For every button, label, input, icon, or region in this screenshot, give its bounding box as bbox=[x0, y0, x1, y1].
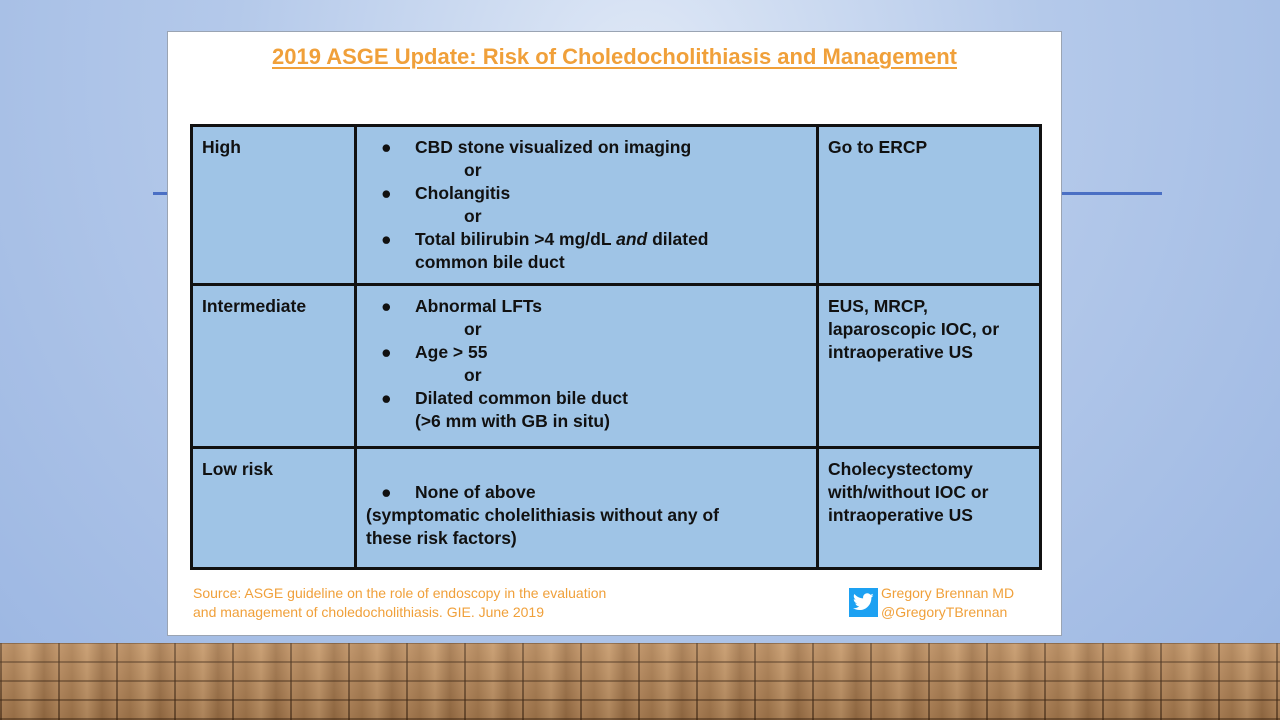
or-separator: or bbox=[464, 160, 482, 180]
author-credit bbox=[881, 584, 1014, 622]
criteria-continuation: (>6 mm with GB in situ) bbox=[415, 411, 610, 431]
criteria-note: these risk factors) bbox=[366, 528, 517, 548]
risk-table bbox=[190, 124, 1042, 570]
source-citation bbox=[193, 584, 606, 622]
infographic-title-wrap bbox=[168, 44, 1061, 70]
criteria-item bbox=[366, 481, 807, 504]
criteria-list bbox=[366, 136, 807, 274]
bullet-icon: ● bbox=[381, 388, 392, 408]
criteria-item bbox=[366, 228, 807, 251]
management-cell bbox=[818, 448, 1041, 569]
criteria-item bbox=[366, 136, 807, 159]
twitter-bird-icon bbox=[849, 588, 878, 617]
bullet-icon: ● bbox=[381, 482, 392, 502]
criteria-item bbox=[366, 182, 807, 205]
criteria-cell bbox=[356, 285, 818, 448]
wood-floor bbox=[0, 643, 1280, 720]
management-text: EUS, MRCP, bbox=[828, 296, 928, 316]
management-text: intraoperative US bbox=[828, 342, 973, 362]
bullet-icon: ● bbox=[381, 342, 392, 362]
risk-table-body bbox=[192, 126, 1041, 569]
risk-row-intermediate bbox=[192, 285, 1041, 448]
management-cell bbox=[818, 285, 1041, 448]
criteria-text: Age > 55 bbox=[415, 342, 488, 362]
author-name: Gregory Brennan MD bbox=[881, 585, 1015, 601]
or-separator: or bbox=[464, 365, 482, 385]
criteria-emphasis: and bbox=[616, 229, 648, 249]
criteria-item bbox=[366, 387, 807, 410]
risk-row-low bbox=[192, 448, 1041, 569]
or-separator: or bbox=[464, 319, 482, 339]
criteria-item bbox=[366, 295, 807, 318]
risk-level-cell: Intermediate bbox=[192, 285, 356, 448]
twitter-bird-glyph bbox=[853, 593, 874, 611]
bullet-icon: ● bbox=[381, 183, 392, 203]
management-cell bbox=[818, 126, 1041, 285]
criteria-continuation: common bile duct bbox=[415, 252, 565, 272]
risk-level-cell: High bbox=[192, 126, 356, 285]
criteria-item bbox=[366, 341, 807, 364]
management-text: with/without IOC or bbox=[828, 482, 989, 502]
criteria-text: Total bilirubin >4 mg/dL bbox=[415, 229, 617, 249]
management-text: laparoscopic IOC, or bbox=[828, 319, 1000, 339]
infographic-title: 2019 ASGE Update: Risk of Choledocholithiasis and Management bbox=[272, 44, 957, 69]
criteria-text: Abnormal LFTs bbox=[415, 296, 543, 316]
bullet-icon: ● bbox=[381, 296, 392, 316]
bullet-icon: ● bbox=[381, 229, 392, 249]
management-text: Go to ERCP bbox=[828, 137, 928, 157]
criteria-list bbox=[366, 295, 807, 433]
criteria-list bbox=[366, 458, 807, 550]
source-line-1: Source: ASGE guideline on the role of endoscopy in the evaluation bbox=[193, 585, 607, 601]
management-text: intraoperative US bbox=[828, 505, 973, 525]
criteria-cell bbox=[356, 448, 818, 569]
criteria-cell bbox=[356, 126, 818, 285]
infographic-image bbox=[167, 31, 1062, 636]
criteria-text: dilated bbox=[647, 229, 709, 249]
criteria-text: CBD stone visualized on imaging bbox=[415, 137, 692, 157]
or-separator: or bbox=[464, 206, 482, 226]
bullet-icon: ● bbox=[381, 137, 392, 157]
risk-level-cell: Low risk bbox=[192, 448, 356, 569]
risk-row-high bbox=[192, 126, 1041, 285]
management-text: Cholecystectomy bbox=[828, 459, 973, 479]
author-handle: @GregoryTBrennan bbox=[881, 604, 1008, 620]
criteria-text: None of above bbox=[415, 482, 536, 502]
criteria-text: Cholangitis bbox=[415, 183, 511, 203]
criteria-text: Dilated common bile duct bbox=[415, 388, 628, 408]
criteria-note: (symptomatic cholelithiasis without any of bbox=[366, 505, 719, 525]
decorative-line-right bbox=[1060, 192, 1162, 195]
source-line-2: and management of choledocholithiasis. GIE. June 2019 bbox=[193, 604, 545, 620]
